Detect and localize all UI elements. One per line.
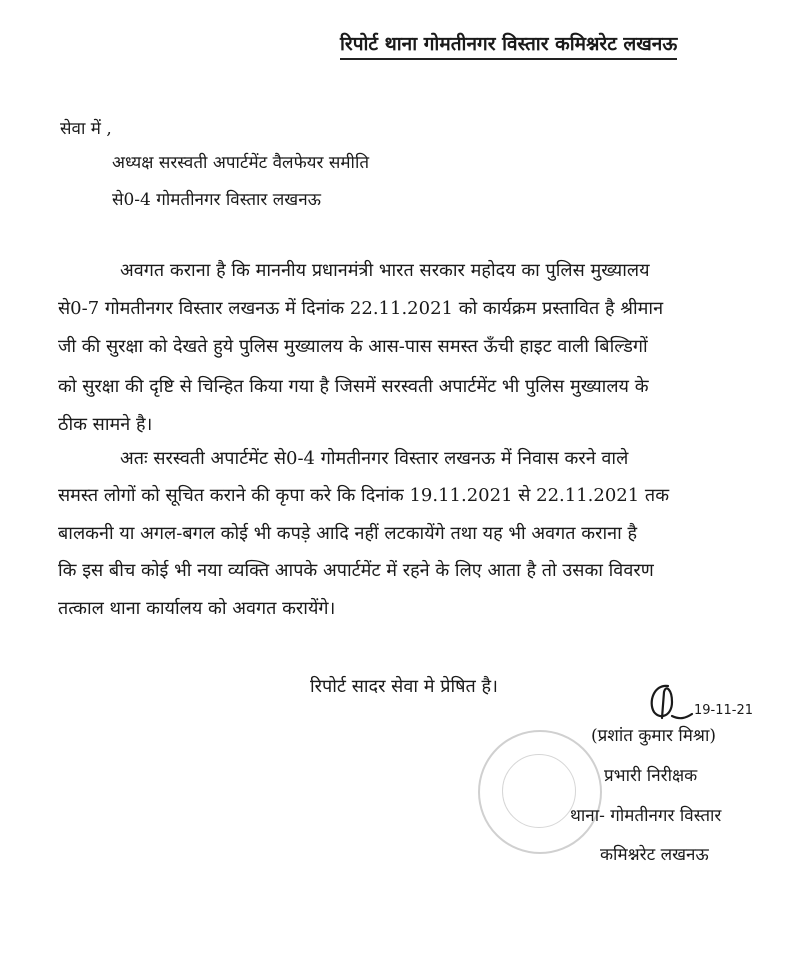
- closing-line: रिपोर्ट सादर सेवा मे प्रेषित है।: [310, 676, 498, 697]
- signatory-designation: प्रभारी निरीक्षक: [604, 766, 698, 786]
- handwritten-signature: [640, 678, 790, 726]
- recipient-line-2: से0-4 गोमतीनगर विस्तार लखनऊ: [112, 190, 321, 210]
- paragraph-2-line: अतः सरस्वती अपार्टमेंट से0-4 गोमतीनगर विस्तार लखनऊ में निवास करने वाले: [120, 448, 629, 469]
- signatory-office: कमिश्नरेट लखनऊ: [600, 845, 709, 865]
- paragraph-1-line: जी की सुरक्षा को देखते हुये पुलिस मुख्यालय के आस-पास समस्त ऊँची हाइट वाली बिल्डिगों: [58, 336, 648, 357]
- paragraph-2-line: बालकनी या अगल-बगल कोई भी कपड़े आदि नहीं लटकायेंगे तथा यह भी अवगत कराना है: [58, 523, 638, 544]
- paragraph-1-line: अवगत कराना है कि माननीय प्रधानमंत्री भारत सरकार महोदय का पुलिस मुख्यालय: [120, 260, 650, 281]
- letter-heading: रिपोर्ट थाना गोमतीनगर विस्तार कमिश्नरेट लखनऊ: [340, 30, 677, 60]
- paragraph-2-line: समस्त लोगों को सूचित कराने की कृपा करे कि दिनांक 19.11.2021 से 22.11.2021 तक: [58, 485, 670, 506]
- paragraph-2-line: कि इस बीच कोई भी नया व्यक्ति आपके अपार्टमेंट में रहने के लिए आता है तो उसका विवरण: [58, 560, 654, 581]
- paragraph-2-line: तत्काल थाना कार्यालय को अवगत करायेंगे।: [58, 598, 336, 619]
- signature-date: 19-11-21: [694, 703, 754, 718]
- paragraph-1-line: से0-7 गोमतीनगर विस्तार लखनऊ में दिनांक 22.11.2021 को कार्यक्रम प्रस्तावित है श्रीमान: [58, 298, 664, 319]
- office-seal-stamp: [478, 730, 602, 854]
- salutation: सेवा में ,: [60, 119, 112, 139]
- recipient-line-1: अध्यक्ष सरस्वती अपार्टमेंट वैलफेयर समीति: [112, 153, 370, 173]
- paragraph-1-line: ठीक सामने है।: [58, 414, 153, 435]
- paragraph-1-line: को सुरक्षा की दृष्टि से चिन्हित किया गया है जिसमें सरस्वती अपार्टमेंट भी पुलिस मुख्यालय के: [58, 376, 649, 397]
- signatory-station: थाना- गोमतीनगर विस्तार: [570, 806, 722, 826]
- signatory-name: (प्रशांत कुमार मिश्रा): [591, 726, 716, 746]
